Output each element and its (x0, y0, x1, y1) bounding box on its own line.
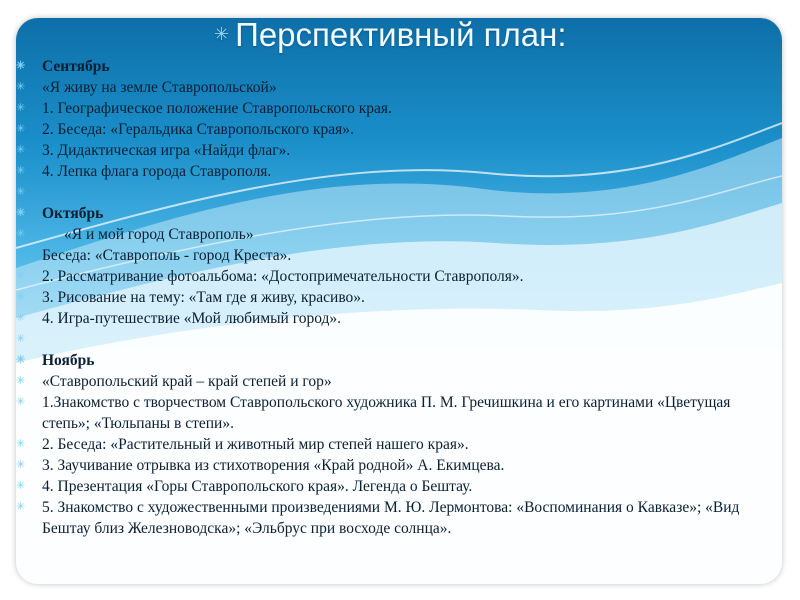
list-item (0, 455, 762, 476)
plan-list (0, 56, 790, 539)
slide-title (214, 16, 567, 54)
list-item-text: 2. Беседа: «Растительный и животный мир степей нашего края». (42, 436, 469, 453)
list-item-text: «Ставропольский край – край степей и гор» (42, 373, 332, 390)
month-heading (0, 56, 762, 77)
list-item (0, 98, 762, 119)
slide-title-text: Перспективный план: (235, 16, 567, 53)
bullet-icon: ✳ (16, 270, 26, 282)
bullet-icon: ✳ (16, 312, 26, 324)
list-item (0, 77, 762, 98)
list-item-text: 3. Рисование на тему: «Там где я живу, красиво». (42, 289, 365, 306)
month-heading (0, 203, 762, 224)
bullet-icon: ✳ (16, 102, 26, 114)
list-item (0, 287, 762, 308)
list-item (0, 182, 762, 203)
month-heading (0, 350, 762, 371)
bullet-icon: ✳ (16, 60, 26, 72)
list-item-text: 3. Заучивание отрывка из стихотворения «Край родной» А. Екимцева. (42, 457, 505, 474)
list-item-text: 4. Игра-путешествие «Мой любимый город». (42, 310, 342, 327)
bullet-icon: ✳ (16, 228, 26, 240)
bullet-icon: ✳ (16, 480, 26, 492)
bullet-icon: ✳ (16, 354, 26, 366)
list-item (0, 308, 762, 329)
list-item-text: 2. Рассматривание фотоальбома: «Достопримечательности Ставрополя». (42, 268, 524, 285)
list-item (0, 245, 762, 266)
list-item-text: 4. Презентация «Горы Ставропольского края». Легенда о Бештау. (42, 478, 473, 495)
bullet-icon: ✳ (16, 333, 26, 345)
list-item (0, 476, 762, 497)
bullet-icon: ✳ (16, 81, 26, 93)
bullet-icon: ✳ (16, 438, 26, 450)
list-item-text: 2. Беседа: «Геральдика Ставропольского края». (42, 121, 354, 138)
list-item-text: «Я живу на земле Ставропольской» (42, 79, 277, 96)
list-item (0, 161, 762, 182)
list-item (0, 266, 762, 287)
bullet-icon: ✳ (16, 501, 26, 513)
list-item-text: «Я и мой город Ставрополь» (64, 226, 254, 243)
list-item (0, 392, 762, 434)
list-item-text: Октябрь (42, 205, 104, 222)
list-item (0, 140, 762, 161)
list-item (0, 224, 784, 245)
list-item (0, 329, 762, 350)
bullet-icon: ✳ (16, 375, 26, 387)
bullet-icon: ✳ (16, 459, 26, 471)
list-item (0, 434, 762, 455)
bullet-icon: ✳ (16, 144, 26, 156)
list-item-text: 1.Знакомство с творчеством Ставропольского художника П. М. Гречишкина и его картинами «Цветущая степь»; «Тюльпаны в степи». (42, 394, 731, 432)
bullet-icon: ✳ (16, 291, 26, 303)
list-item-text: 5. Знакомство с художественными произведениями М. Ю. Лермонтова: «Воспоминания о Кавказе»; «Вид Бештау близ Железноводска»; «Эльбрус при восходе солнца». (42, 499, 740, 537)
list-item (0, 371, 762, 392)
title-bullet-icon: ✳ (214, 24, 230, 44)
bullet-icon: ✳ (16, 186, 26, 198)
bullet-icon: ✳ (16, 396, 26, 408)
list-item (0, 119, 762, 140)
bullet-icon: ✳ (16, 207, 26, 219)
list-item-text: 4. Лепка флага города Ставрополя. (42, 163, 272, 180)
list-item (0, 497, 762, 539)
list-item-text: 3. Дидактическая игра «Найди флаг». (42, 142, 291, 159)
list-item-text: Сентябрь (42, 58, 110, 75)
list-item-text: Ноябрь (42, 352, 95, 369)
bullet-icon: ✳ (16, 165, 26, 177)
list-item-text: Беседа: «Ставрополь - город Креста». (42, 247, 292, 264)
list-item-text: 1. Географическое положение Ставропольского края. (42, 100, 392, 117)
bullet-icon: ✳ (16, 123, 26, 135)
